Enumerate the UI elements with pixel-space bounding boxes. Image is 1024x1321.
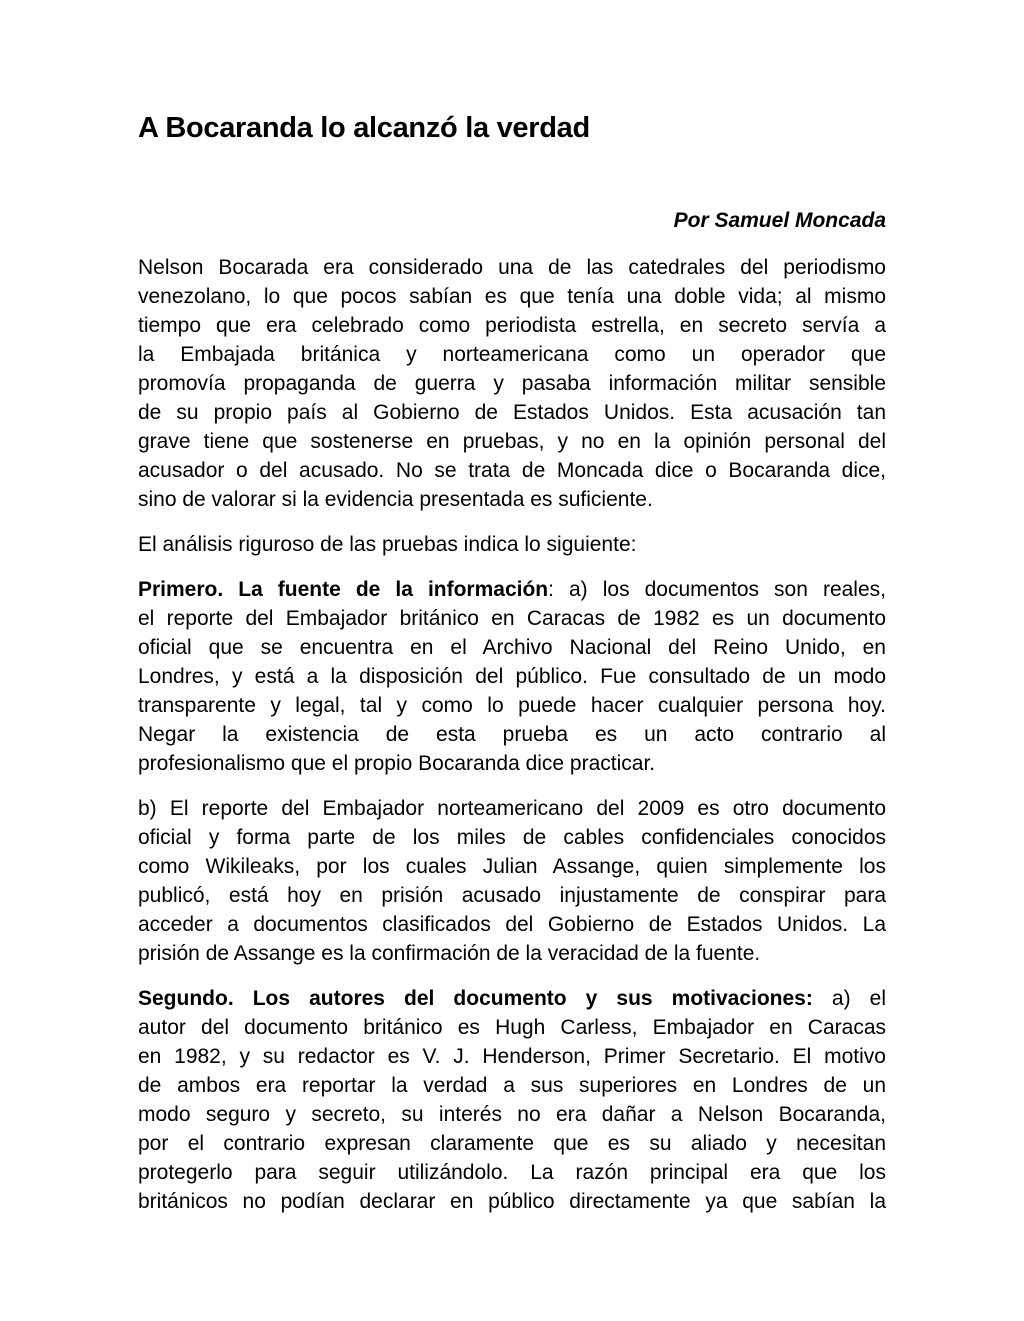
- text-line: El análisis riguroso de las pruebas indica lo siguiente:: [138, 533, 637, 556]
- text-line: tiempo que era celebrado como periodista estrella, en secreto servía a: [138, 314, 886, 337]
- bold-lead-segundo: Segundo. Los autores del documento y sus motivaciones:: [138, 987, 813, 1010]
- lead-rest: a) el: [812, 987, 886, 1010]
- text-line: publicó, está hoy en prisión acusado injustamente de conspirar para: [138, 884, 886, 907]
- text-line: la Embajada británica y norteamericana como un operador que: [138, 343, 886, 366]
- text-line: protegerlo para seguir utilizándolo. La razón principal era que los: [138, 1161, 886, 1184]
- text-line: [138, 984, 886, 1013]
- text-line: como Wikileaks, por los cuales Julian Assange, quien simplemente los: [138, 855, 886, 878]
- text-line: promovía propaganda de guerra y pasaba información militar sensible: [138, 372, 886, 395]
- lead-rest: : a) los documentos son reales,: [548, 578, 886, 601]
- text-line: oficial y forma parte de los miles de cables confidenciales conocidos: [138, 826, 886, 849]
- byline: Por Samuel Moncada: [673, 209, 886, 232]
- text-line: transparente y legal, tal y como lo puede hacer cualquier persona hoy.: [138, 694, 886, 717]
- text-line: Negar la existencia de esta prueba es un acto contrario al: [138, 723, 886, 746]
- text-line: oficial que se encuentra en el Archivo Nacional del Reino Unido, en: [138, 636, 886, 659]
- text-line: modo seguro y secreto, su interés no era dañar a Nelson Bocaranda,: [138, 1103, 886, 1126]
- bold-lead-primero: Primero. La fuente de la información: [138, 578, 549, 601]
- text-line: profesionalismo que el propio Bocaranda dice practicar.: [138, 752, 656, 775]
- text-line: británicos no podían declarar en público directamente ya que sabían la: [138, 1190, 886, 1213]
- paragraph-5: [138, 984, 886, 1216]
- text-line: Londres, y está a la disposición del público. Fue consultado de un modo: [138, 665, 886, 688]
- text-line: acceder a documentos clasificados del Gobierno de Estados Unidos. La: [138, 913, 886, 936]
- paragraph-2: [138, 530, 886, 559]
- text-line: venezolano, lo que pocos sabían es que tenía una doble vida; al mismo: [138, 285, 886, 308]
- text-line: de su propio país al Gobierno de Estados Unidos. Esta acusación tan: [138, 401, 886, 424]
- text-line: grave tiene que sostenerse en pruebas, y no en la opinión personal del: [138, 430, 886, 453]
- text-line: acusador o del acusado. No se trata de Moncada dice o Bocaranda dice,: [138, 459, 886, 482]
- paragraph-3: [138, 575, 886, 778]
- text-line: autor del documento británico es Hugh Carless, Embajador en Caracas: [138, 1016, 886, 1039]
- text-line: el reporte del Embajador británico en Caracas de 1982 es un documento: [138, 607, 886, 630]
- text-line: sino de valorar si la evidencia presentada es suficiente.: [138, 488, 653, 511]
- text-line: por el contrario expresan claramente que es su aliado y necesitan: [138, 1132, 886, 1155]
- text-line: Nelson Bocarada era considerado una de las catedrales del periodismo: [138, 256, 886, 279]
- text-line: [138, 575, 886, 604]
- text-line: b) El reporte del Embajador norteamericano del 2009 es otro documento: [138, 797, 886, 820]
- paragraph-4: [138, 794, 886, 968]
- text-line: prisión de Assange es la confirmación de la veracidad de la fuente.: [138, 942, 761, 965]
- page-title: A Bocaranda lo alcanzó la verdad: [138, 112, 590, 144]
- paragraph-1: [138, 253, 886, 514]
- text-line: de ambos era reportar la verdad a sus superiores en Londres de un: [138, 1074, 886, 1097]
- text-line: en 1982, y su redactor es V. J. Henderson, Primer Secretario. El motivo: [138, 1045, 886, 1068]
